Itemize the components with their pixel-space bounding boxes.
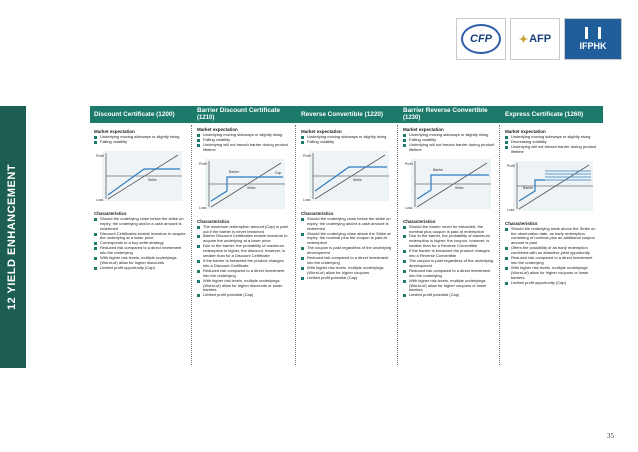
list-item: Underlying moving sideways or slightly rising <box>94 135 188 140</box>
product-column-reverse-convertible <box>297 106 398 368</box>
list-item: If the barrier is breached the product changes into a Discount Certificate <box>197 259 291 269</box>
payoff-chart <box>403 157 500 213</box>
market-expectation-list <box>193 133 294 153</box>
list-item: Falling volatility <box>301 140 395 145</box>
characteristics-list <box>297 217 398 281</box>
market-expectation-heading: Market expectation <box>94 129 135 134</box>
market-expectation-list <box>297 135 398 145</box>
list-item: Corresponds to a buy-write-strategy <box>94 241 188 246</box>
characteristics-list <box>399 225 500 299</box>
ifphk-logo-mark <box>585 27 601 39</box>
chart-label-strike: Strike <box>247 185 256 190</box>
product-title: Reverse Convertible (1220) <box>301 111 384 118</box>
list-item: Underlying moving sideways or slightly rising <box>505 135 599 140</box>
list-item: Limited profit potential (Cap) <box>403 293 497 298</box>
product-code: (1230) <box>403 115 421 121</box>
payoff-chart-svg <box>94 149 187 205</box>
chart-label-profit: Profit <box>96 153 104 158</box>
market-expectation-heading: Market expectation <box>197 127 238 132</box>
cfp-logo-mark: CFP <box>461 24 501 54</box>
payoff-chart <box>301 149 398 205</box>
characteristics-heading: Characteristics <box>197 218 230 224</box>
chart-label-strike: Strike <box>455 185 464 190</box>
market-expectation-heading: Market expectation <box>301 129 342 134</box>
chart-label-loss: Loss <box>303 197 311 202</box>
chart-label-barrier: Barrier <box>229 169 240 174</box>
chart-label-strike: Strike <box>353 177 362 182</box>
ifphk-logo: IFPHK <box>564 18 622 60</box>
chart-label-barrier: Barrier <box>523 185 534 190</box>
market-expectation-list <box>399 133 500 153</box>
afp-logo: ✦ AFP <box>510 18 560 60</box>
product-title: Barrier Discount Certificate <box>197 107 281 114</box>
list-item: Underlying moving sideways or slightly rising <box>197 133 291 138</box>
star-icon: ✦ <box>518 33 529 46</box>
list-item: Reduced risk compared to a direct investment into the underlying <box>403 269 497 279</box>
characteristics-heading: Characteristics <box>94 210 127 216</box>
characteristics-list <box>501 227 602 286</box>
chart-label-profit: Profit <box>303 153 311 158</box>
product-title: Discount Certificate (1200) <box>94 111 175 118</box>
chart-label-barrier: Barrier <box>433 167 444 172</box>
product-column-barrier-reverse-convertible <box>399 106 500 368</box>
list-item: Discount Certificates enable investors to acquire the underlying at a lower price <box>94 232 188 242</box>
section-side-tab <box>0 106 26 368</box>
list-item: With higher risk levels, multiple underlyings (Worst-of) allow for higher discounts <box>94 256 188 266</box>
list-item: Limited profit potential (Cap) <box>301 276 395 281</box>
characteristics-list <box>90 217 191 271</box>
characteristics-heading: Characteristics <box>505 220 538 226</box>
list-item: With higher risk levels, multiple underlyings (Worst-of) allow for higher discounts or lower barriers <box>197 279 291 294</box>
product-code: (1210) <box>197 115 215 121</box>
chart-label-profit: Profit <box>507 163 515 168</box>
cfp-logo <box>456 18 506 60</box>
chart-label-cap: Cap <box>275 170 282 175</box>
list-item: The coupon is paid regardless of the underlying development <box>301 246 395 256</box>
payoff-chart <box>197 157 294 213</box>
list-item: Offers the possibility of an early redemption combined with an attractive yield opportunity <box>505 246 599 256</box>
chart-label-strike: Strike <box>148 177 157 182</box>
section-side-label: 12 YIELD ENHANCEMENT <box>6 163 19 311</box>
list-item: Underlying will not breach barrier during product lifetime <box>505 145 599 155</box>
product-title: Express Certificate (1260) <box>505 111 584 118</box>
chart-label-loss: Loss <box>96 197 104 202</box>
list-item: Barrier Discount Certificates enable investors to acquire the underlying at a lower price <box>197 234 291 244</box>
list-item: Falling volatility <box>197 138 291 143</box>
characteristics-list <box>193 225 294 299</box>
payoff-chart-svg <box>403 157 496 213</box>
payoff-chart-svg <box>505 159 598 215</box>
payoff-chart-svg <box>197 157 290 213</box>
characteristics-heading: Characteristics <box>403 218 436 224</box>
chart-label-profit: Profit <box>199 161 207 166</box>
list-item: Falling volatility <box>94 140 188 145</box>
list-item: Should the underlying close below the strike on expiry, the underlying and/or a cash amount is redeemed <box>94 217 188 232</box>
logo-group <box>456 18 622 60</box>
list-item: Limited profit opportunity (Cap) <box>94 266 188 271</box>
chart-label-loss: Loss <box>507 207 515 212</box>
column-divider <box>191 125 192 365</box>
list-item: The coupon is paid regardless of the underlying development <box>403 259 497 269</box>
payoff-chart-svg <box>301 149 394 205</box>
chart-label-profit: Profit <box>405 161 413 166</box>
list-item: Reduced risk compared to a direct investment into the underlying <box>197 269 291 279</box>
list-item: Should the underlying close above the Strike at expiry, the nominal plus the coupon is paid at redemption <box>301 232 395 247</box>
column-divider <box>295 125 296 365</box>
list-item: Due to the barrier, the probability of maximum redemption is higher, the discount, however, is smaller than for a Discount Certificate <box>197 244 291 259</box>
product-table <box>90 106 603 368</box>
market-expectation-list <box>90 135 191 145</box>
characteristics-heading: Characteristics <box>301 210 334 216</box>
product-title: Barrier Reverse Convertible <box>403 107 488 114</box>
page-number: 35 <box>607 432 614 440</box>
list-item: Limited profit opportunity (Cap) <box>505 281 599 286</box>
list-item: Underlying will not breach barrier during product lifetime <box>197 143 291 153</box>
list-item: Underlying will not breach barrier during product lifetime <box>403 143 497 153</box>
chart-label-loss: Loss <box>405 205 413 210</box>
list-item: The maximum redemption amount (Cap) is paid out if the barrier is never breached <box>197 225 291 235</box>
product-column-discount-certificate <box>90 106 191 368</box>
market-expectation-heading: Market expectation <box>505 129 546 134</box>
product-column-express-certificate <box>501 106 602 368</box>
list-item: Falling volatility <box>403 138 497 143</box>
list-item: Should the underlying trade above the Strike on the observation date, an early redemption consisting of nominal plus an additional coupon amount is paid <box>505 227 599 247</box>
list-item: If the barrier is breached the product changes into a Reverse Convertible <box>403 249 497 259</box>
list-item: Due to the barrier, the probability of maximum redemption is higher, the coupon, however, is smaller than for a Reverse Convertible <box>403 234 497 249</box>
list-item: With higher risk levels, multiple underlyings (Worst-of) allow for higher coupons <box>301 266 395 276</box>
list-item: Decreasing volatility <box>505 140 599 145</box>
list-item: Underlying moving sideways or slightly rising <box>403 133 497 138</box>
list-item: Reduced risk compared to a direct investment into the underlying <box>94 246 188 256</box>
payoff-chart <box>94 149 191 205</box>
market-expectation-list <box>501 135 602 155</box>
chart-label-loss: Loss <box>199 205 207 210</box>
list-item: Limited profit potential (Cap) <box>197 293 291 298</box>
payoff-chart <box>505 159 602 215</box>
list-item: With higher risk levels, multiple underlyings (Worst-of) allow for higher coupons or lower barriers <box>505 266 599 281</box>
list-item: Should the barrier never be breached, the nominal plus coupon is paid at redemption <box>403 225 497 235</box>
list-item: Reduced risk compared to a direct investment into the underlying <box>301 256 395 266</box>
list-item: Should the underlying close below the strike on expiry, the underlying and/or a cash amount is redeemed <box>301 217 395 232</box>
list-item: With higher risk levels, multiple underlyings (Worst-of) allow for higher coupons or lower barriers <box>403 279 497 294</box>
market-expectation-heading: Market expectation <box>403 127 444 132</box>
product-column-barrier-discount-certificate <box>193 106 294 368</box>
list-item: Underlying moving sideways or slightly rising <box>301 135 395 140</box>
list-item: Reduced risk compared to a direct investment into the underlying <box>505 256 599 266</box>
